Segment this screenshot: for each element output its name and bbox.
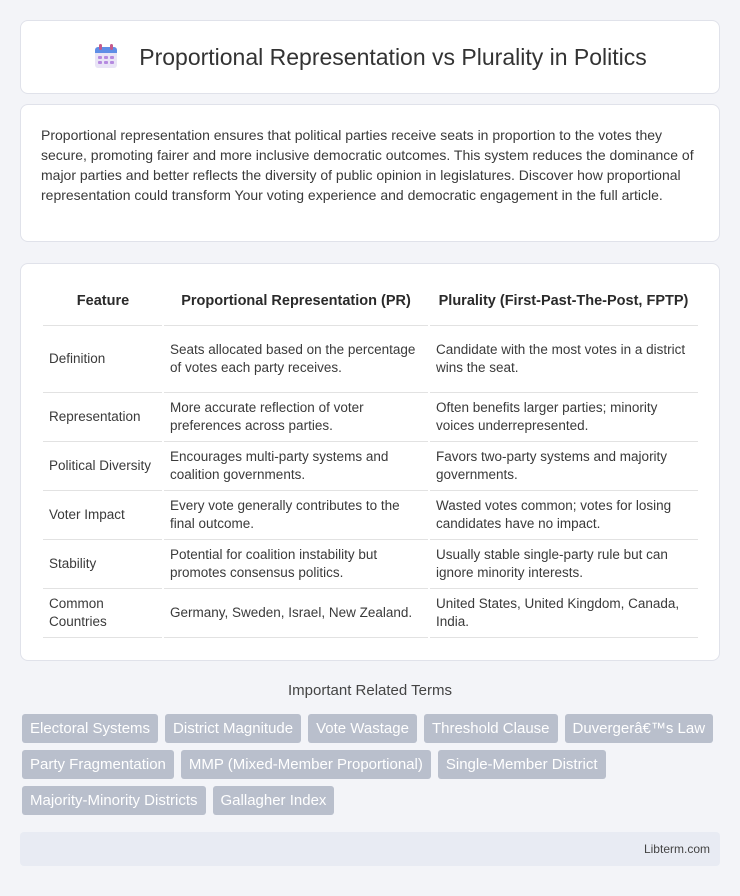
term-tag[interactable]: Electoral Systems (22, 714, 158, 743)
term-tag[interactable]: District Magnitude (165, 714, 301, 743)
footer-brand[interactable]: Libterm.com (643, 842, 710, 856)
header-card (20, 20, 720, 94)
intro-card (20, 104, 720, 242)
table-row (43, 392, 698, 441)
calendar-icon (93, 44, 119, 70)
related-terms-title: Important Related Terms (288, 682, 452, 699)
column-header: Plurality (First-Past-The-Post, FPTP) (429, 278, 698, 325)
pr-cell: Seats allocated based on the percentage of votes each party receives. (163, 325, 429, 392)
plurality-cell: United States, United Kingdom, Canada, India. (429, 588, 698, 637)
comparison-card (20, 263, 720, 661)
comparison-table (43, 278, 698, 638)
term-tag[interactable]: Single-Member District (438, 750, 606, 779)
feature-cell: Definition (43, 325, 163, 392)
table-row (43, 441, 698, 490)
related-terms-list (22, 714, 722, 815)
feature-cell: Representation (43, 392, 163, 441)
plurality-cell: Favors two-party systems and majority governments. (429, 441, 698, 490)
column-header: Proportional Representation (PR) (163, 278, 429, 325)
feature-cell: Voter Impact (43, 490, 163, 539)
feature-cell: Stability (43, 539, 163, 588)
pr-cell: Potential for coalition instability but promotes consensus politics. (163, 539, 429, 588)
table-row (43, 325, 698, 392)
plurality-cell: Usually stable single-party rule but can ignore minority interests. (429, 539, 698, 588)
plurality-cell: Wasted votes common; votes for losing candidates have no impact. (429, 490, 698, 539)
term-tag[interactable]: Party Fragmentation (22, 750, 174, 779)
pr-cell: Encourages multi-party systems and coalition governments. (163, 441, 429, 490)
footer (20, 832, 720, 866)
term-tag[interactable]: Gallagher Index (213, 786, 335, 815)
table-header-row (43, 278, 698, 325)
feature-cell: Political Diversity (43, 441, 163, 490)
term-tag[interactable]: Threshold Clause (424, 714, 558, 743)
pr-cell: Every vote generally contributes to the final outcome. (163, 490, 429, 539)
table-row (43, 490, 698, 539)
term-tag[interactable]: Duvergerâ€™s Law (565, 714, 714, 743)
plurality-cell: Often benefits larger parties; minority voices underrepresented. (429, 392, 698, 441)
page-title: Proportional Representation vs Plurality in Politics (139, 43, 647, 70)
intro-text: Proportional representation ensures that political parties receive seats in proportion to the votes they secure, promoting fairer and more inclusive democratic outcomes. This system reduces the dominance of major parties and better reflects the diversity of public opinion in legislatures. Discover how proportional representation could transform Your voting experience and democratic engagement in the full article. (41, 127, 694, 203)
pr-cell: Germany, Sweden, Israel, New Zealand. (163, 588, 429, 637)
term-tag[interactable]: Majority-Minority Districts (22, 786, 206, 815)
feature-cell: Common Countries (43, 588, 163, 637)
table-row (43, 539, 698, 588)
term-tag[interactable]: MMP (Mixed-Member Proportional) (181, 750, 431, 779)
plurality-cell: Candidate with the most votes in a district wins the seat. (429, 325, 698, 392)
table-row (43, 588, 698, 637)
column-header: Feature (43, 278, 163, 325)
term-tag[interactable]: Vote Wastage (308, 714, 417, 743)
pr-cell: More accurate reflection of voter preferences across parties. (163, 392, 429, 441)
